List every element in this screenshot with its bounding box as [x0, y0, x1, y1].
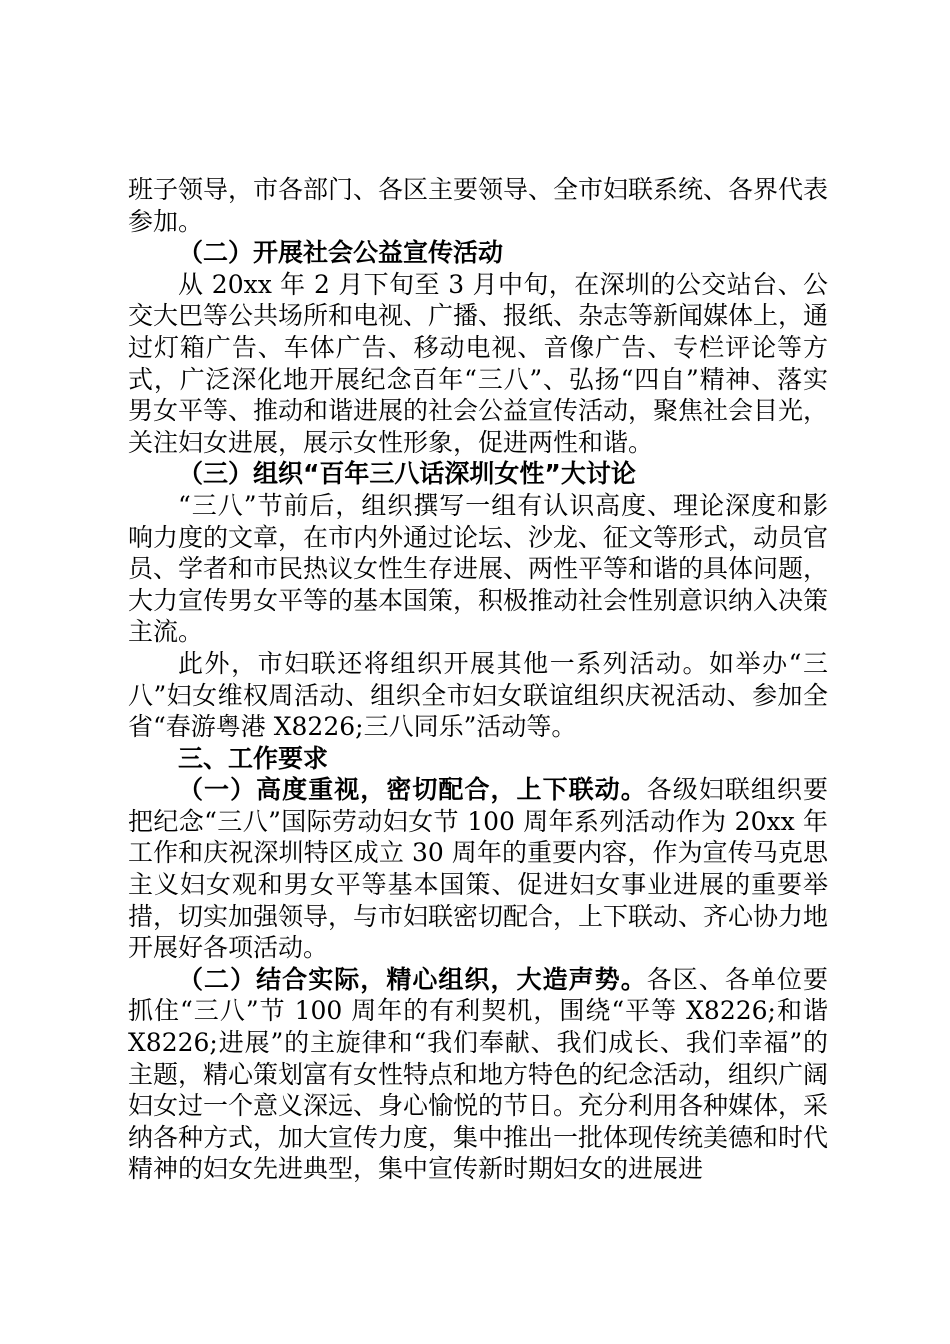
document-body — [128, 174, 828, 1185]
subheading-discussion: （三）组织“百年三八话深圳女性”大讨论 — [178, 459, 636, 489]
requirement-1-lead: （一）高度重视，密切配合，上下联动。 — [178, 775, 647, 805]
section-heading-requirements: 三、工作要求 — [178, 743, 329, 773]
paragraph-other-activities: 此外，市妇联还将组织开展其他一系列活动。如举办“三八”妇女维权周活动、组织全市妇女联谊组织庆祝活动、参加全省“春游粤港 X8226;三八同乐”活动等。 — [128, 648, 828, 742]
requirement-1-body: 各级妇联组织要把纪念“三八”国际劳动妇女节 100 周年系列活动作为 20xx 年工作和庆祝深圳特区成立 30 周年的重要内容，作为宣传马克思主义妇女观和男女平等基本国策、促进妇女事业进展的重要举措，切实加强领导，与市妇联密切配合，上下联动、齐心协力地开展好各项活动。 — [128, 775, 829, 963]
paragraph-continued: 班子领导，市各部门、各区主要领导、全市妇联系统、各界代表参加。 — [128, 175, 829, 236]
paragraph-requirement-2 — [128, 964, 828, 1185]
paragraph-discussion: “三八”节前后，组织撰写一组有认识高度、理论深度和影响力度的文章，在市内外通过论坛、沙龙、征文等形式，动员官员、学者和市民热议女性生存进展、两性平等和谐的具体问题，大力宣传男女平等的基本国策，积极推动社会性别意识纳入决策主流。 — [128, 490, 829, 647]
requirement-2-body: 各区、各单位要抓住“三八”节 100 周年的有利契机，围绕“平等 X8226;和谐 X8226;进展”的主旋律和“我们奉献、我们成长、我们幸福”的主题，精心策划富有女性特点和地方特色的纪念活动，组织广阔妇女过一个意义深远、身心愉悦的节日。充分利用各种媒体，采纳各种方式，加大宣传力度，集中推出一批体现传统美德和时代精神的妇女先进典型，集中宣传新时期妇女的进展进 — [128, 964, 829, 1184]
subheading-public-welfare: （二）开展社会公益宣传活动 — [178, 238, 504, 268]
requirement-2-lead: （二）结合实际，精心组织，大造声势。 — [178, 964, 647, 994]
paragraph-requirement-1 — [128, 774, 828, 964]
paragraph-public-welfare: 从 20xx 年 2 月下旬至 3 月中旬，在深圳的公交站台、公交大巴等公共场所和电视、广播、报纸、杂志等新闻媒体上，通过灯箱广告、车体广告、移动电视、音像广告、专栏评论等方式，广泛深化地开展纪念百年“三八”、弘扬“四自”精神、落实男女平等、推动和谐进展的社会公益宣传活动，聚焦社会目光，关注妇女进展，展示女性形象，促进两性和谐。 — [128, 269, 829, 457]
